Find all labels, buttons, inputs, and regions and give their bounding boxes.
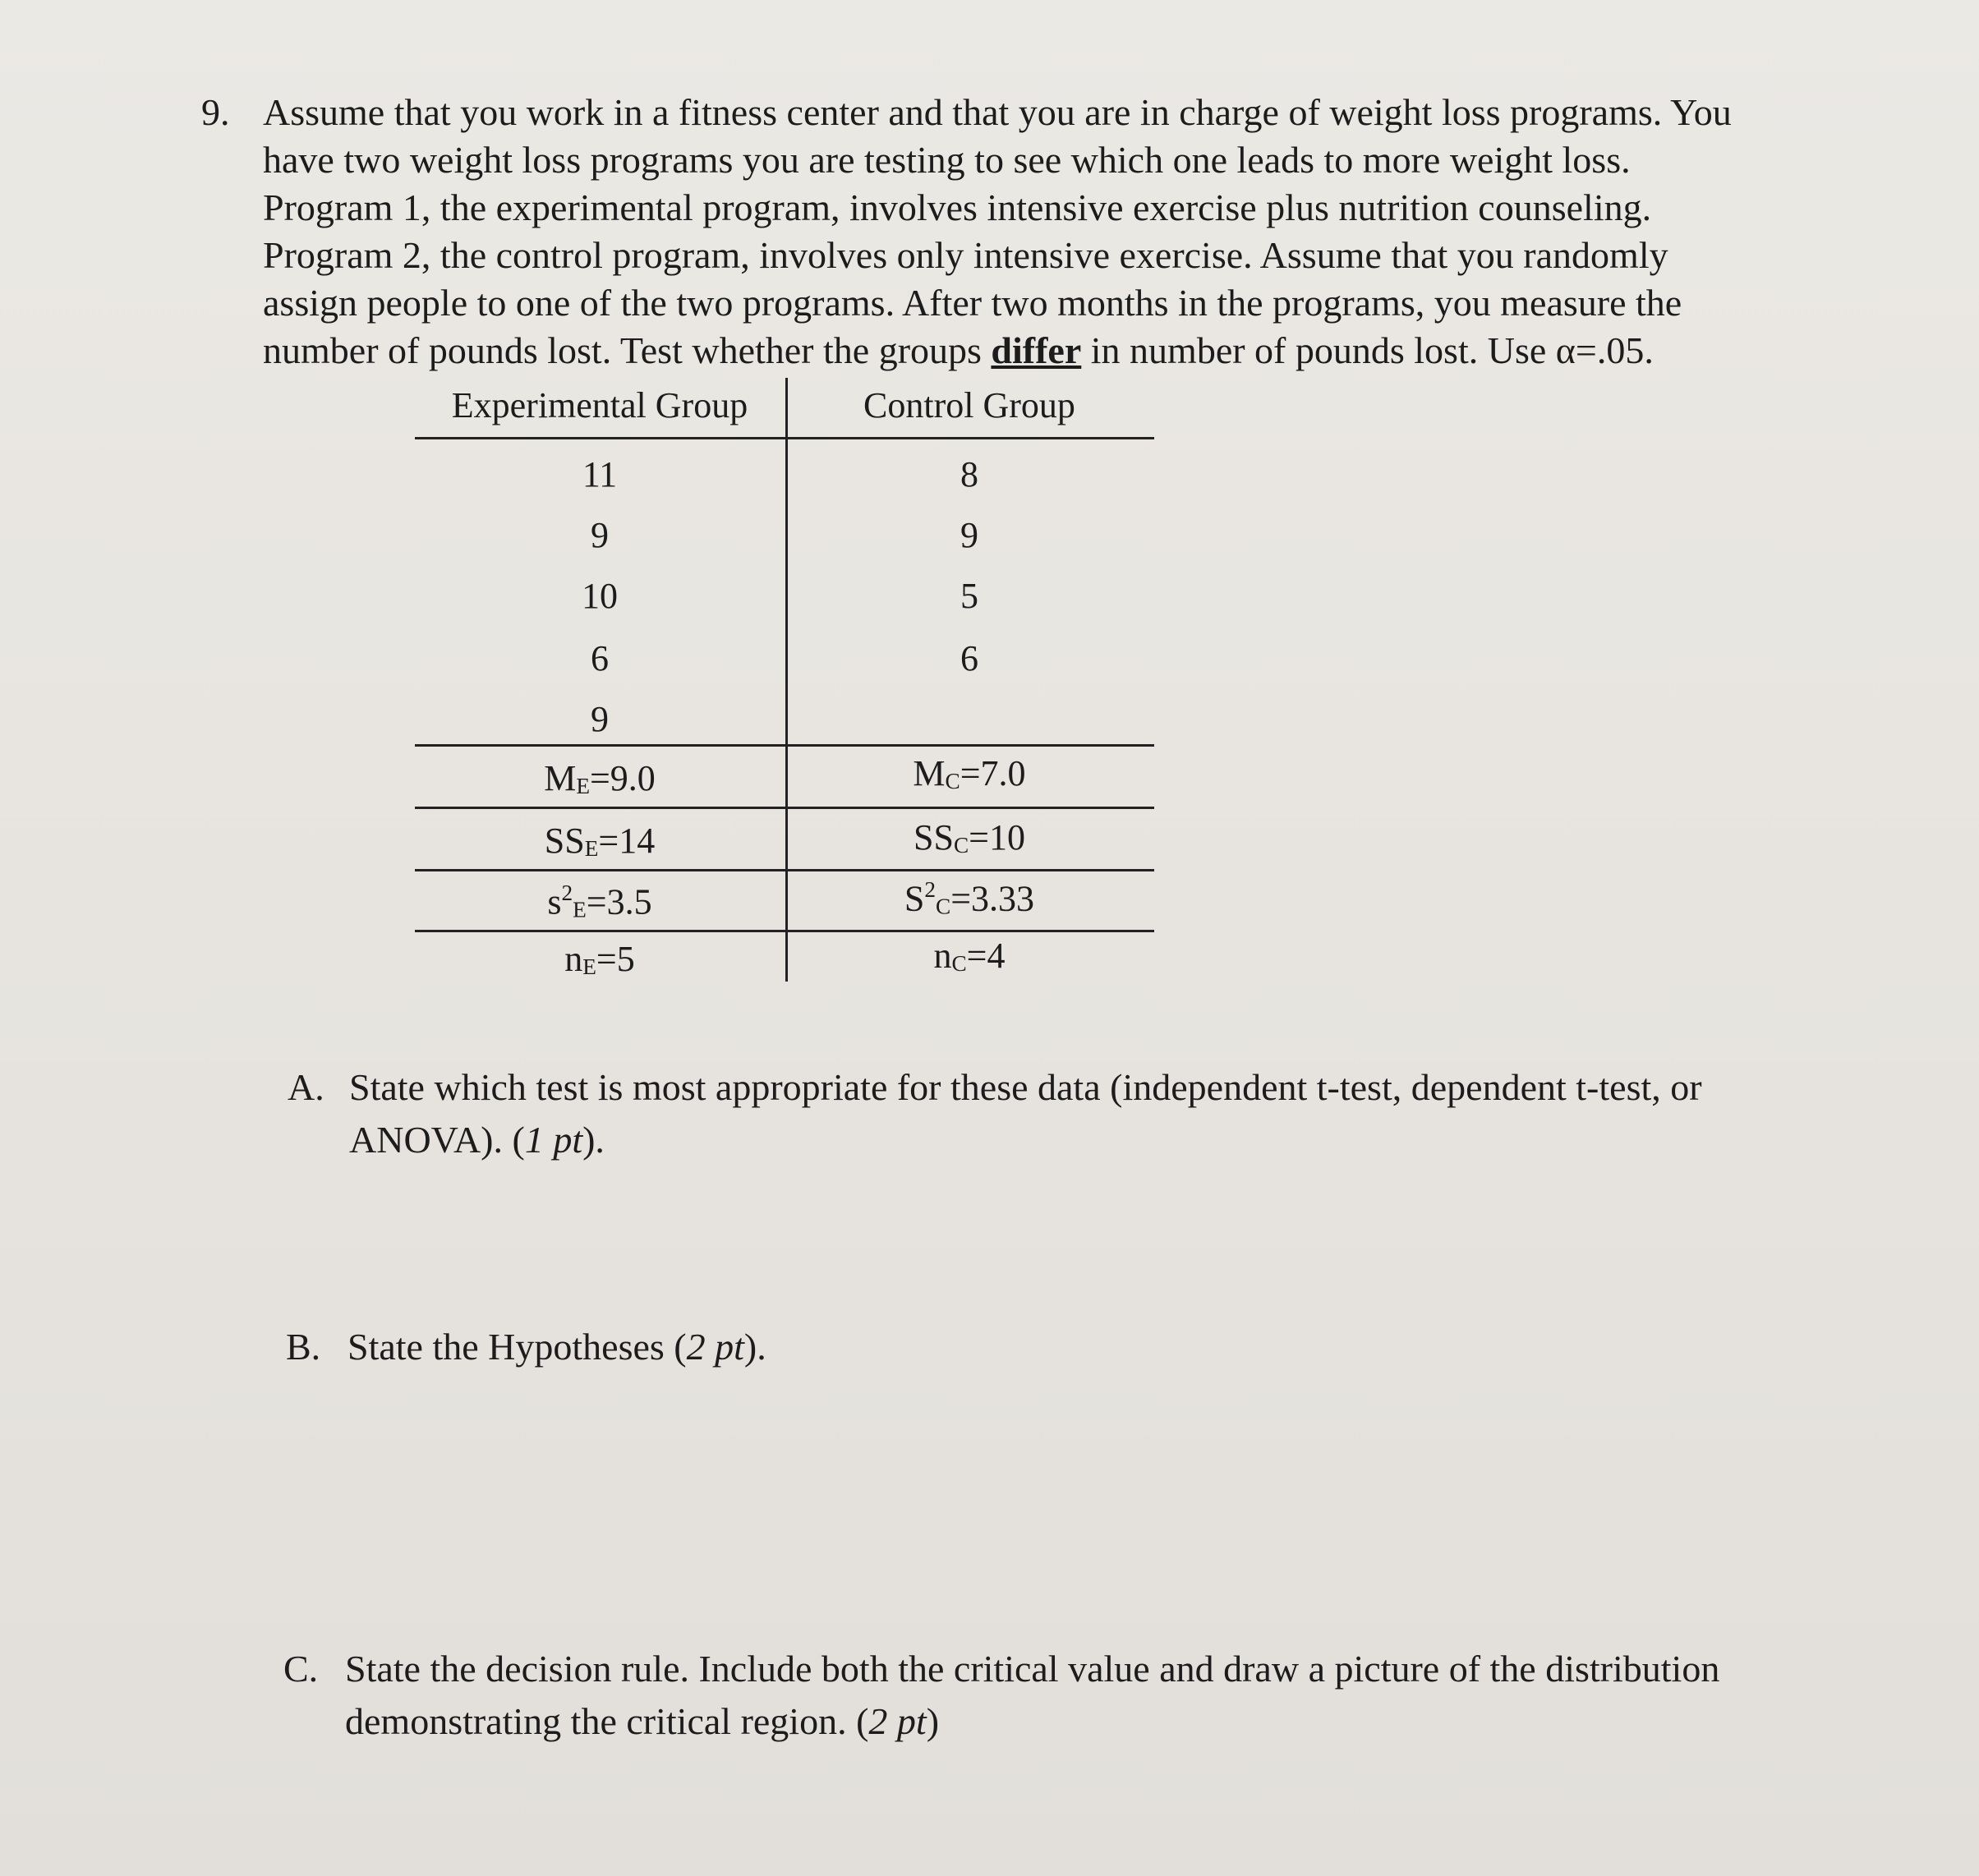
experimental-value: 9: [591, 515, 609, 555]
experimental-value: 6: [591, 638, 609, 678]
mean-c-subscript: C: [945, 769, 960, 794]
summary-rule: [415, 869, 1154, 871]
header-experimental-group: Experimental Group: [451, 385, 748, 425]
n-experimental: [415, 938, 785, 980]
question-b-text: [347, 1321, 766, 1373]
n-c-value: =4: [966, 936, 1006, 976]
n-e-subscript: E: [582, 954, 596, 980]
summary-rule: [415, 930, 1154, 932]
problem-last-line-before: number of pounds lost. Test whether the groups: [263, 329, 992, 371]
n-c-symbol: n: [933, 936, 952, 976]
var-c-symbol: S: [904, 878, 925, 919]
question-a-points: 1 pt: [524, 1119, 583, 1161]
header-rule: [415, 437, 1154, 439]
control-value: 8: [960, 454, 978, 494]
n-e-symbol: n: [564, 939, 583, 979]
question-c-points: 2 pt: [868, 1700, 927, 1742]
experimental-value: 9: [591, 699, 609, 739]
question-a-line2: [349, 1114, 1702, 1166]
question-b-letter: B.: [286, 1326, 321, 1368]
problem-number: 9.: [201, 91, 230, 133]
question-c-text: [345, 1643, 1719, 1748]
ss-c-subscript: C: [953, 833, 969, 858]
problem-line: Program 2, the control program, involves only intensive exercise. Assume that you randomly: [263, 234, 1668, 276]
question-c-line2-end: ): [926, 1700, 940, 1742]
ss-e-value: =14: [598, 821, 656, 861]
question-c-line2-text: demonstrating the critical region. (: [345, 1700, 869, 1742]
header-control-group: Control Group: [863, 385, 1075, 425]
var-e-subscript: E: [573, 897, 587, 922]
var-c-value: =3.33: [950, 878, 1035, 919]
question-a-line2-text: ANOVA). (: [349, 1119, 525, 1161]
n-c-subscript: C: [951, 951, 967, 977]
question-a-line2-end: ).: [582, 1119, 605, 1161]
var-e-symbol: s: [547, 881, 562, 922]
summary-rule: [415, 807, 1154, 809]
experimental-value: 10: [582, 576, 618, 616]
mean-experimental: [415, 757, 785, 799]
ss-e-symbol: SS: [544, 821, 585, 861]
var-e-superscript: 2: [561, 881, 573, 905]
question-c-letter: C.: [283, 1648, 319, 1690]
ss-c-symbol: SS: [914, 817, 954, 858]
question-b-points: 2 pt: [686, 1326, 744, 1368]
n-control: [785, 935, 1154, 977]
n-e-value: =5: [596, 939, 635, 979]
problem-line: Program 1, the experimental program, involves intensive exercise plus nutrition counseling.: [263, 186, 1652, 228]
mean-e-subscript: E: [576, 774, 590, 799]
problem-line: assign people to one of the two programs. After two months in the programs, you measure the: [263, 282, 1682, 324]
question-b-line-end: ).: [743, 1326, 766, 1368]
mean-e-symbol: M: [544, 758, 577, 798]
var-e-value: =3.5: [586, 881, 652, 922]
ss-e-subscript: E: [584, 836, 599, 862]
problem-last-line-after: in number of pounds lost. Use α=.05.: [1081, 329, 1654, 371]
problem-line: have two weight loss programs you are testing to see which one leads to more weight loss.: [263, 139, 1631, 181]
ss-experimental: [415, 820, 785, 862]
problem-last-line: [263, 327, 1979, 375]
question-b-line-text: State the Hypotheses (: [347, 1326, 687, 1368]
variance-control: [785, 877, 1154, 919]
mean-c-symbol: M: [913, 753, 946, 793]
question-c-line1: State the decision rule. Include both the critical value and draw a picture of the distribution: [345, 1648, 1720, 1690]
question-c-line2: [345, 1695, 1719, 1748]
mean-control: [785, 752, 1154, 794]
control-value: 6: [960, 638, 978, 678]
mean-e-value: =9.0: [589, 758, 656, 798]
question-a-text: [349, 1061, 1702, 1166]
mean-c-value: =7.0: [960, 753, 1026, 793]
control-value: 5: [960, 576, 978, 616]
variance-experimental: [415, 881, 785, 922]
problem-line: Assume that you work in a fitness center and that you are in charge of weight loss programs. You: [263, 91, 1732, 133]
question-a-line1: State which test is most appropriate for these data (independent t-test, dependent t-test, or: [349, 1066, 1702, 1108]
experimental-value: 11: [582, 454, 618, 494]
ss-control: [785, 816, 1154, 858]
question-b-line: [347, 1321, 766, 1373]
summary-rule: [415, 744, 1154, 747]
control-value: 9: [960, 515, 978, 555]
emphasized-word: differ: [991, 329, 1082, 371]
var-c-subscript: C: [936, 894, 951, 919]
question-a-letter: A.: [288, 1066, 324, 1108]
problem-text: [263, 89, 1979, 375]
var-c-superscript: 2: [924, 877, 937, 902]
ss-c-value: =10: [969, 817, 1025, 858]
